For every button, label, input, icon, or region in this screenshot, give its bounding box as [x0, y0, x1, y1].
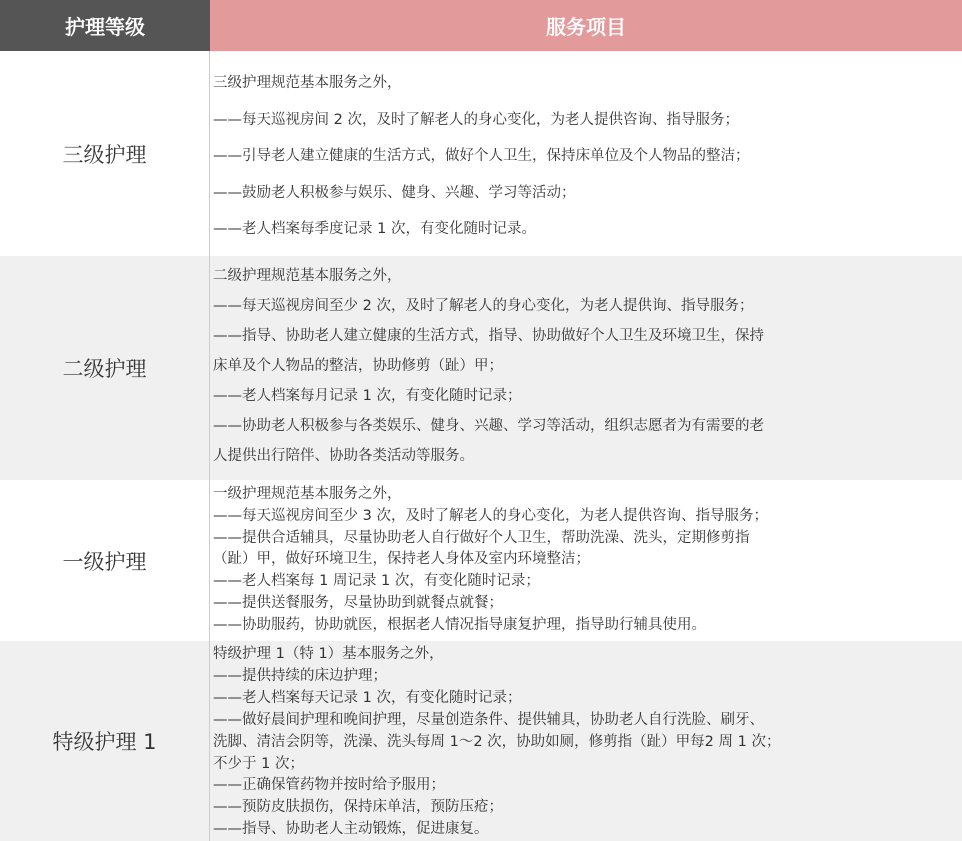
service-line: 三级护理规范基本服务之外， — [213, 75, 402, 91]
service-line: ——提供持续的床边护理； — [213, 667, 387, 684]
service-line: ——老人档案每天记录 1 次，有变化随时记录； — [213, 689, 522, 706]
service-line: （趾）甲，做好环境卫生，保持老人身体及室内环境整洁； — [213, 551, 590, 568]
service-line: ——指导、协助老人建立健康的生活方式，指导、协助做好个人卫生及环境卫生，保持 — [213, 328, 764, 344]
service-line: 洗脚、清洁会阴等，洗澡、洗头每周 1～2 次，协助如厕，修剪指（趾）甲每2 周 1 次； — [213, 733, 781, 750]
service-line: ——预防皮肤损伤，保持床单洁，预防压疮； — [213, 799, 503, 816]
service-line: ——每天巡视房间 2 次，及时了解老人的身心变化，为老人提供咨询、指导服务； — [213, 111, 739, 128]
service-line: 不少于 1 次； — [213, 755, 304, 772]
service-line: ——正确保管药物并按时给予服用； — [213, 777, 445, 794]
service-description — [210, 641, 962, 841]
care-level-label: 特级护理 1 — [0, 641, 210, 841]
care-level-label: 一级护理 — [0, 480, 210, 641]
service-line: ——做好晨间护理和晚间护理，尽量创造条件、提供辅具，协助老人自行洗脸、刷牙、 — [213, 711, 764, 728]
care-level-label: 二级护理 — [0, 256, 210, 480]
service-line: ——老人档案每 1 周记录 1 次，有变化随时记录； — [213, 573, 540, 590]
header-service-items: 服务项目 — [210, 0, 962, 51]
service-line: ——提供合适辅具，尽量协助老人自行做好个人卫生，帮助洗澡、洗头，定期修剪指 — [213, 529, 750, 546]
table-row — [0, 51, 962, 256]
service-line: ——协助老人积极参与各类娱乐、健身、兴趣、学习等活动，组织志愿者为有需要的老 — [213, 418, 764, 434]
table-header — [0, 0, 962, 51]
service-line: ——鼓励老人积极参与娱乐、健身、兴趣、学习等活动； — [213, 184, 576, 201]
service-line: 人提供出行陪伴、协助各类活动等服务。 — [213, 448, 474, 464]
care-level-label: 三级护理 — [0, 51, 210, 256]
service-description — [210, 480, 962, 641]
service-line: ——指导、协助老人主动锻炼，促进康复。 — [213, 821, 489, 838]
service-line: 床单及个人物品的整洁，协助修剪（趾）甲； — [213, 358, 503, 374]
service-line: ——协助服药，协助就医，根据老人情况指导康复护理，指导助行辅具使用。 — [213, 616, 706, 633]
table-row — [0, 480, 962, 641]
table-row — [0, 256, 962, 480]
table-row — [0, 641, 962, 841]
service-line: ——每天巡视房间至少 2 次，及时了解老人的身心变化，为老人提供询、指导服务； — [213, 298, 754, 314]
service-line: 特级护理 1（特 1）基本服务之外， — [213, 646, 444, 662]
service-line: ——引导老人建立健康的生活方式，做好个人卫生，保持床单位及个人物品的整洁； — [213, 148, 750, 164]
service-description — [210, 256, 962, 480]
service-line: ——老人档案每月记录 1 次，有变化随时记录； — [213, 388, 522, 404]
service-line: 一级护理规范基本服务之外， — [213, 486, 402, 502]
service-line: 二级护理规范基本服务之外， — [213, 268, 402, 284]
service-description — [210, 51, 962, 256]
service-line: ——每天巡视房间至少 3 次，及时了解老人的身心变化，为老人提供咨询、指导服务； — [213, 507, 768, 524]
header-care-level: 护理等级 — [0, 0, 210, 51]
service-line: ——老人档案每季度记录 1 次，有变化随时记录。 — [213, 221, 536, 237]
service-line: ——提供送餐服务，尽量协助到就餐点就餐； — [213, 594, 503, 611]
